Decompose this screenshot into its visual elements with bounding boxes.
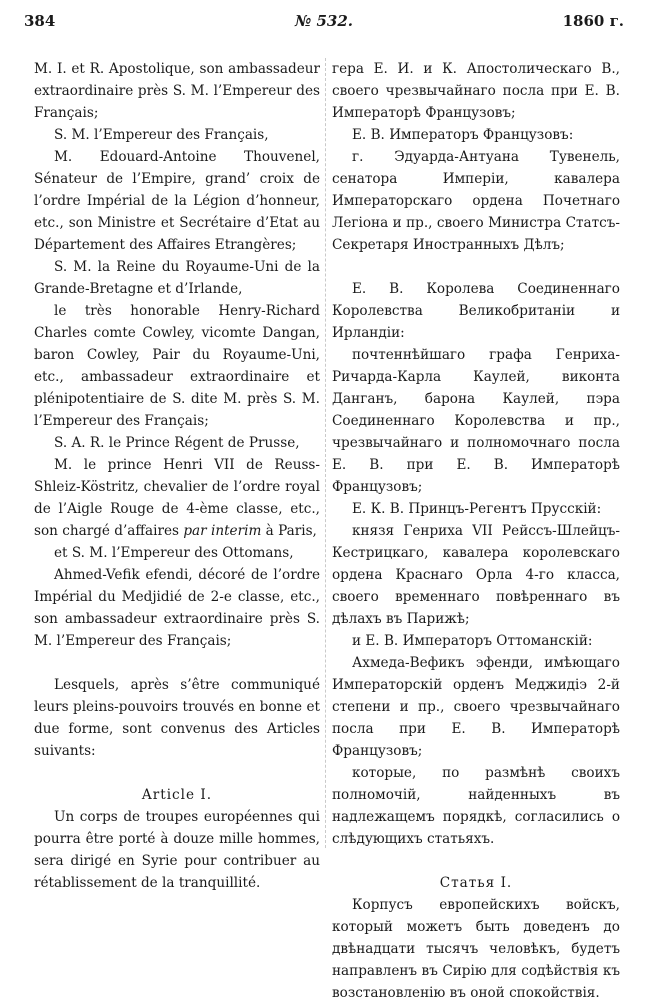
year-label: 1860 г. xyxy=(562,12,624,30)
ru-paragraph-2: Е. В. Императоръ Французовъ: xyxy=(352,127,574,143)
fr-paragraph-5: le très honorable Henry-Richard Charles comte Cowley, vicomte Dangan, baron Cowley, Pair du Royaume-Uni, etc., ambassadeur extraordinaire et plénipotentiaire de S. dite M. près S. M. l’Empereur des Français; xyxy=(34,303,320,429)
ru-paragraph-7: князя Генриха VII Рейссъ-Шлейцъ-Кестрицкаго, кавалера королевскаго ордена Краснаго Орла 4-го класса, своего временнаго повѣреннаго въ дѣлахъ въ Парижѣ; xyxy=(332,523,620,627)
ru-paragraph-3: г. Эдуарда-Антуана Тувенель, сенатора Имперіи, кавалера Императорскаго ордена Почетнаго Легіона и пр., своего Министра Статсъ-Секретаря Иностранныхъ Дѣлъ; xyxy=(332,149,620,253)
french-column xyxy=(34,58,320,894)
ru-spacer xyxy=(332,256,620,278)
ru-spacer-2 xyxy=(332,850,620,872)
ru-paragraph-8: и Е. В. Императоръ Оттоманскій: xyxy=(352,633,593,649)
ru-paragraph-1: гера Е. И. и К. Апостолическаго В., своего чрезвычайнаго посла при Е. В. Императорѣ Французовъ; xyxy=(332,61,620,121)
fr-spacer xyxy=(34,652,320,674)
fr-article-text: Un corps de troupes européennes qui pourra être porté à douze mille hommes, sera dirigé en Syrie pour contribuer au rétablissement de la tranquillité. xyxy=(34,809,320,891)
ru-paragraph-5: почтеннѣйшаго графа Генриха-Ричарда-Карла Каулей, виконта Данганъ, барона Каулей, пэра Соединеннаго Королевства и пр., чрезвычайнаго и полномочнаго посла Е. В. при Е. В. Императорѣ Французовъ; xyxy=(332,347,620,495)
fr-paragraph-2: S. M. l’Empereur des Français, xyxy=(54,127,269,143)
fr-paragraph-7 xyxy=(34,454,320,542)
document-number: № 532. xyxy=(294,12,354,30)
page-number: 384 xyxy=(24,12,56,30)
ru-article-text: Корпусъ европейскихъ войскъ, который можетъ быть доведенъ до двѣнадцати тысячъ человѣкъ, будетъ направленъ въ Сирію для содѣйствія къ возстановленію въ оной спокойствія. xyxy=(332,897,620,1001)
ru-paragraph-6: Е. К. В. Принцъ-Регентъ Прусскій: xyxy=(352,501,602,517)
ru-paragraph-9: Ахмеда-Вефикъ эфенди, имѣющаго Императорскій орденъ Меджидіэ 2-й степени и пр., своего чрезвычайнаго посла при Е. В. Императорѣ Французовъ; xyxy=(332,655,620,759)
ru-paragraph-10: которые, по размѣнѣ своихъ полномочій, найденныхъ въ надлежащемъ порядкѣ, согласились о слѣдующихъ статьяхъ. xyxy=(332,765,620,847)
fr-paragraph-4: S. M. la Reine du Royaume-Uni de la Grande-Bretagne et d’Irlande, xyxy=(34,259,320,297)
fr-paragraph-7-text-a: M. le prince Henri VII de Reuss-Shleiz-Köstritz, chevalier de l’ordre royal de l’Aigle Rouge de 4-ème classe, etc., son chargé d’affaires xyxy=(34,457,320,539)
ru-paragraph-4: Е. В. Королева Соединеннаго Королевства Великобританіи и Ирландіи: xyxy=(332,281,620,341)
fr-paragraph-9: Ahmed-Vefik efendi, décoré de l’ordre Impérial du Medjidié de 2-e classe, etc., son ambassadeur extraordinaire près S. M. l’Empereur des Français; xyxy=(34,567,320,649)
fr-paragraph-7-text-c: à Paris, xyxy=(261,523,317,539)
fr-paragraph-7-italic: par interim xyxy=(183,523,262,539)
fr-paragraph-1: M. I. et R. Apostolique, son ambassadeur extraordinaire près S. M. l’Empereur des Français; xyxy=(34,61,320,121)
fr-spacer-2 xyxy=(34,762,320,784)
page-header xyxy=(24,12,624,38)
fr-paragraph-3: M. Edouard-Antoine Thouvenel, Sénateur de l’Empire, grand’ croix de l’ordre Impérial de la Légion d’honneur, etc., son Ministre et Secrétaire d’Etat au Département des Affaires Etrangères; xyxy=(34,149,320,253)
column-divider xyxy=(325,58,326,848)
fr-paragraph-10: Lesquels, après s’être communiqué leurs pleins-pouvoirs trouvés en bonne et due forme, sont convenus des Articles suivants: xyxy=(34,677,320,759)
ru-article-heading: Статья I. xyxy=(439,875,513,891)
fr-paragraph-8: et S. M. l’Empereur des Ottomans, xyxy=(54,545,294,561)
fr-paragraph-6: S. A. R. le Prince Régent de Prusse, xyxy=(54,435,300,451)
fr-article-heading: Article I. xyxy=(141,787,213,803)
russian-column xyxy=(332,58,620,1004)
